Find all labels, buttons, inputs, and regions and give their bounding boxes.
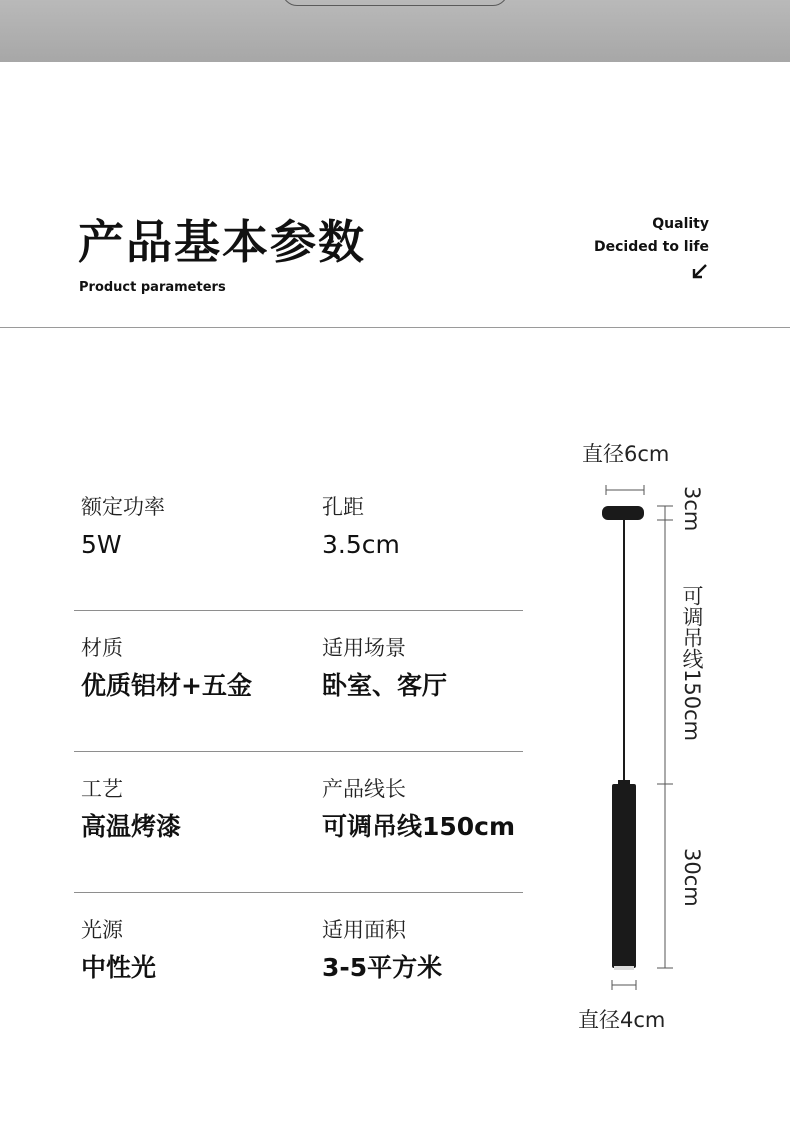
param-cell	[322, 776, 515, 842]
param-row	[74, 470, 523, 611]
param-row	[74, 893, 523, 1034]
param-value: 中性光	[81, 953, 157, 982]
param-label: 产品线长	[322, 777, 406, 801]
param-label: 光源	[81, 918, 123, 942]
param-label: 额定功率	[81, 495, 165, 519]
param-value: 3-5平方米	[322, 953, 443, 982]
param-cell	[81, 917, 156, 983]
page-title: 产品基本参数	[78, 215, 366, 269]
bottom-diameter-label: 直径4cm	[578, 1008, 666, 1032]
quality-line-1: Quality	[652, 216, 709, 232]
param-cell	[322, 635, 447, 701]
param-value: 高温烤漆	[81, 812, 182, 841]
param-value: 可调吊线150cm	[322, 812, 516, 841]
param-value: 3.5cm	[322, 530, 400, 559]
arrow-down-left-icon	[691, 263, 709, 279]
quality-line-2: Decided to life	[594, 239, 709, 255]
body-length-label: 30cm	[680, 848, 704, 907]
param-label: 材质	[81, 636, 123, 660]
param-cell	[81, 635, 252, 701]
quality-slogan	[594, 213, 709, 259]
lamp-dimension-diagram	[560, 430, 790, 1050]
top-diameter-label: 直径6cm	[582, 442, 670, 466]
param-label: 孔距	[322, 495, 364, 519]
lamp-drawing	[560, 430, 790, 1050]
param-cell	[322, 494, 400, 560]
header-divider	[0, 327, 790, 328]
param-row	[74, 752, 523, 893]
param-label: 适用面积	[322, 918, 406, 942]
top-banner	[0, 0, 790, 62]
param-label: 工艺	[81, 777, 123, 801]
cable-length-label: 可调吊线150cm	[680, 585, 704, 742]
param-cell	[81, 494, 165, 560]
page-subtitle: Product parameters	[79, 280, 226, 295]
param-label: 适用场景	[322, 636, 406, 660]
param-cell	[322, 917, 442, 983]
param-row	[74, 611, 523, 752]
param-value: 5W	[81, 530, 122, 559]
param-value: 卧室、客厅	[322, 671, 448, 700]
param-cell	[81, 776, 181, 842]
parameter-table	[74, 470, 523, 1034]
param-value: 优质铝材+五金	[81, 671, 252, 700]
canopy-height-label: 3cm	[680, 486, 704, 532]
banner-pill-outline	[282, 0, 508, 6]
